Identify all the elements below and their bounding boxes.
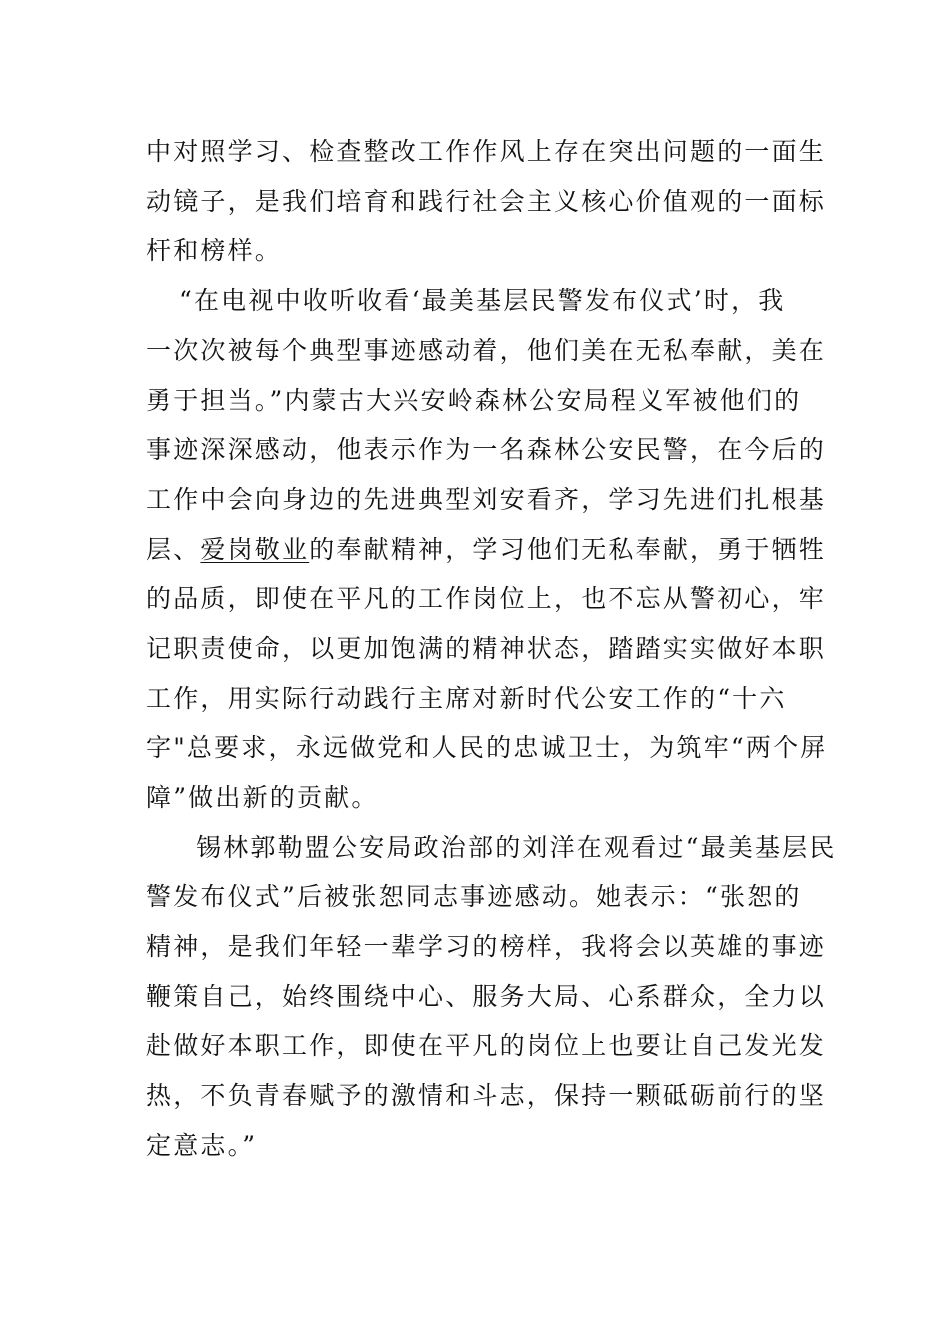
text-line: 警发布仪式”后被张恕同志事迹感动。她表示：“张恕的 bbox=[146, 882, 802, 911]
text-line: 杆和榜样。 bbox=[146, 236, 283, 265]
line-suffix: 的奉献精神，学习他们无私奉献，勇于牺牲 bbox=[309, 535, 827, 564]
text-line: 事迹深深感动，他表示作为一名森林公安民警，在今后的 bbox=[146, 435, 827, 464]
text-line: 动镜子，是我们培育和践行社会主义核心价值观的一面标 bbox=[146, 187, 827, 216]
text-line: 记职责使命，以更加饱满的精神状态，踏踏实实做好本职 bbox=[146, 634, 827, 663]
text-line: 中对照学习、检查整改工作作风上存在突出问题的一面生 bbox=[146, 137, 827, 166]
text-line: 工作，用实际行动践行主席对新时代公安工作的“十六 bbox=[146, 684, 787, 713]
text-line: 热，不负青春赋予的激情和斗志，保持一颗砥砺前行的坚 bbox=[146, 1081, 827, 1110]
text-line: 鞭策自己，始终围绕中心、服务大局、心系群众，全力以 bbox=[146, 982, 827, 1011]
paragraph-start-line: “在电视中收听收看‘最美基层民警发布仪式’时，我 bbox=[179, 286, 786, 315]
text-line: 定意志。” bbox=[146, 1131, 258, 1160]
paragraph-start-line: 锡林郭勒盟公安局政治部的刘洋在观看过“最美基层民 bbox=[196, 833, 837, 862]
text-line: 一次次被每个典型事迹感动着，他们美在无私奉献，美在 bbox=[146, 336, 827, 365]
text-line: 字"总要求，永远做党和人民的忠诚卫士，为筑牢“两个屏 bbox=[146, 733, 828, 762]
text-line: 工作中会向身边的先进典型刘安看齐，学习先进们扎根基 bbox=[146, 485, 827, 514]
text-line: 障”做出新的贡献。 bbox=[146, 783, 379, 812]
line-prefix: 层、 bbox=[146, 535, 201, 564]
text-line-with-underline bbox=[146, 535, 826, 565]
underlined-phrase: 爱岗敬业 bbox=[200, 535, 310, 564]
text-line: 精神，是我们年轻一辈学习的榜样，我将会以英雄的事迹 bbox=[146, 932, 827, 961]
text-line: 勇于担当。”内蒙古大兴安岭森林公安局程义军被他们的 bbox=[146, 386, 802, 415]
text-line: 的品质，即使在平凡的工作岗位上，也不忘从警初心，牢 bbox=[146, 584, 827, 613]
text-line: 赴做好本职工作，即使在平凡的岗位上也要让自己发光发 bbox=[146, 1031, 827, 1060]
